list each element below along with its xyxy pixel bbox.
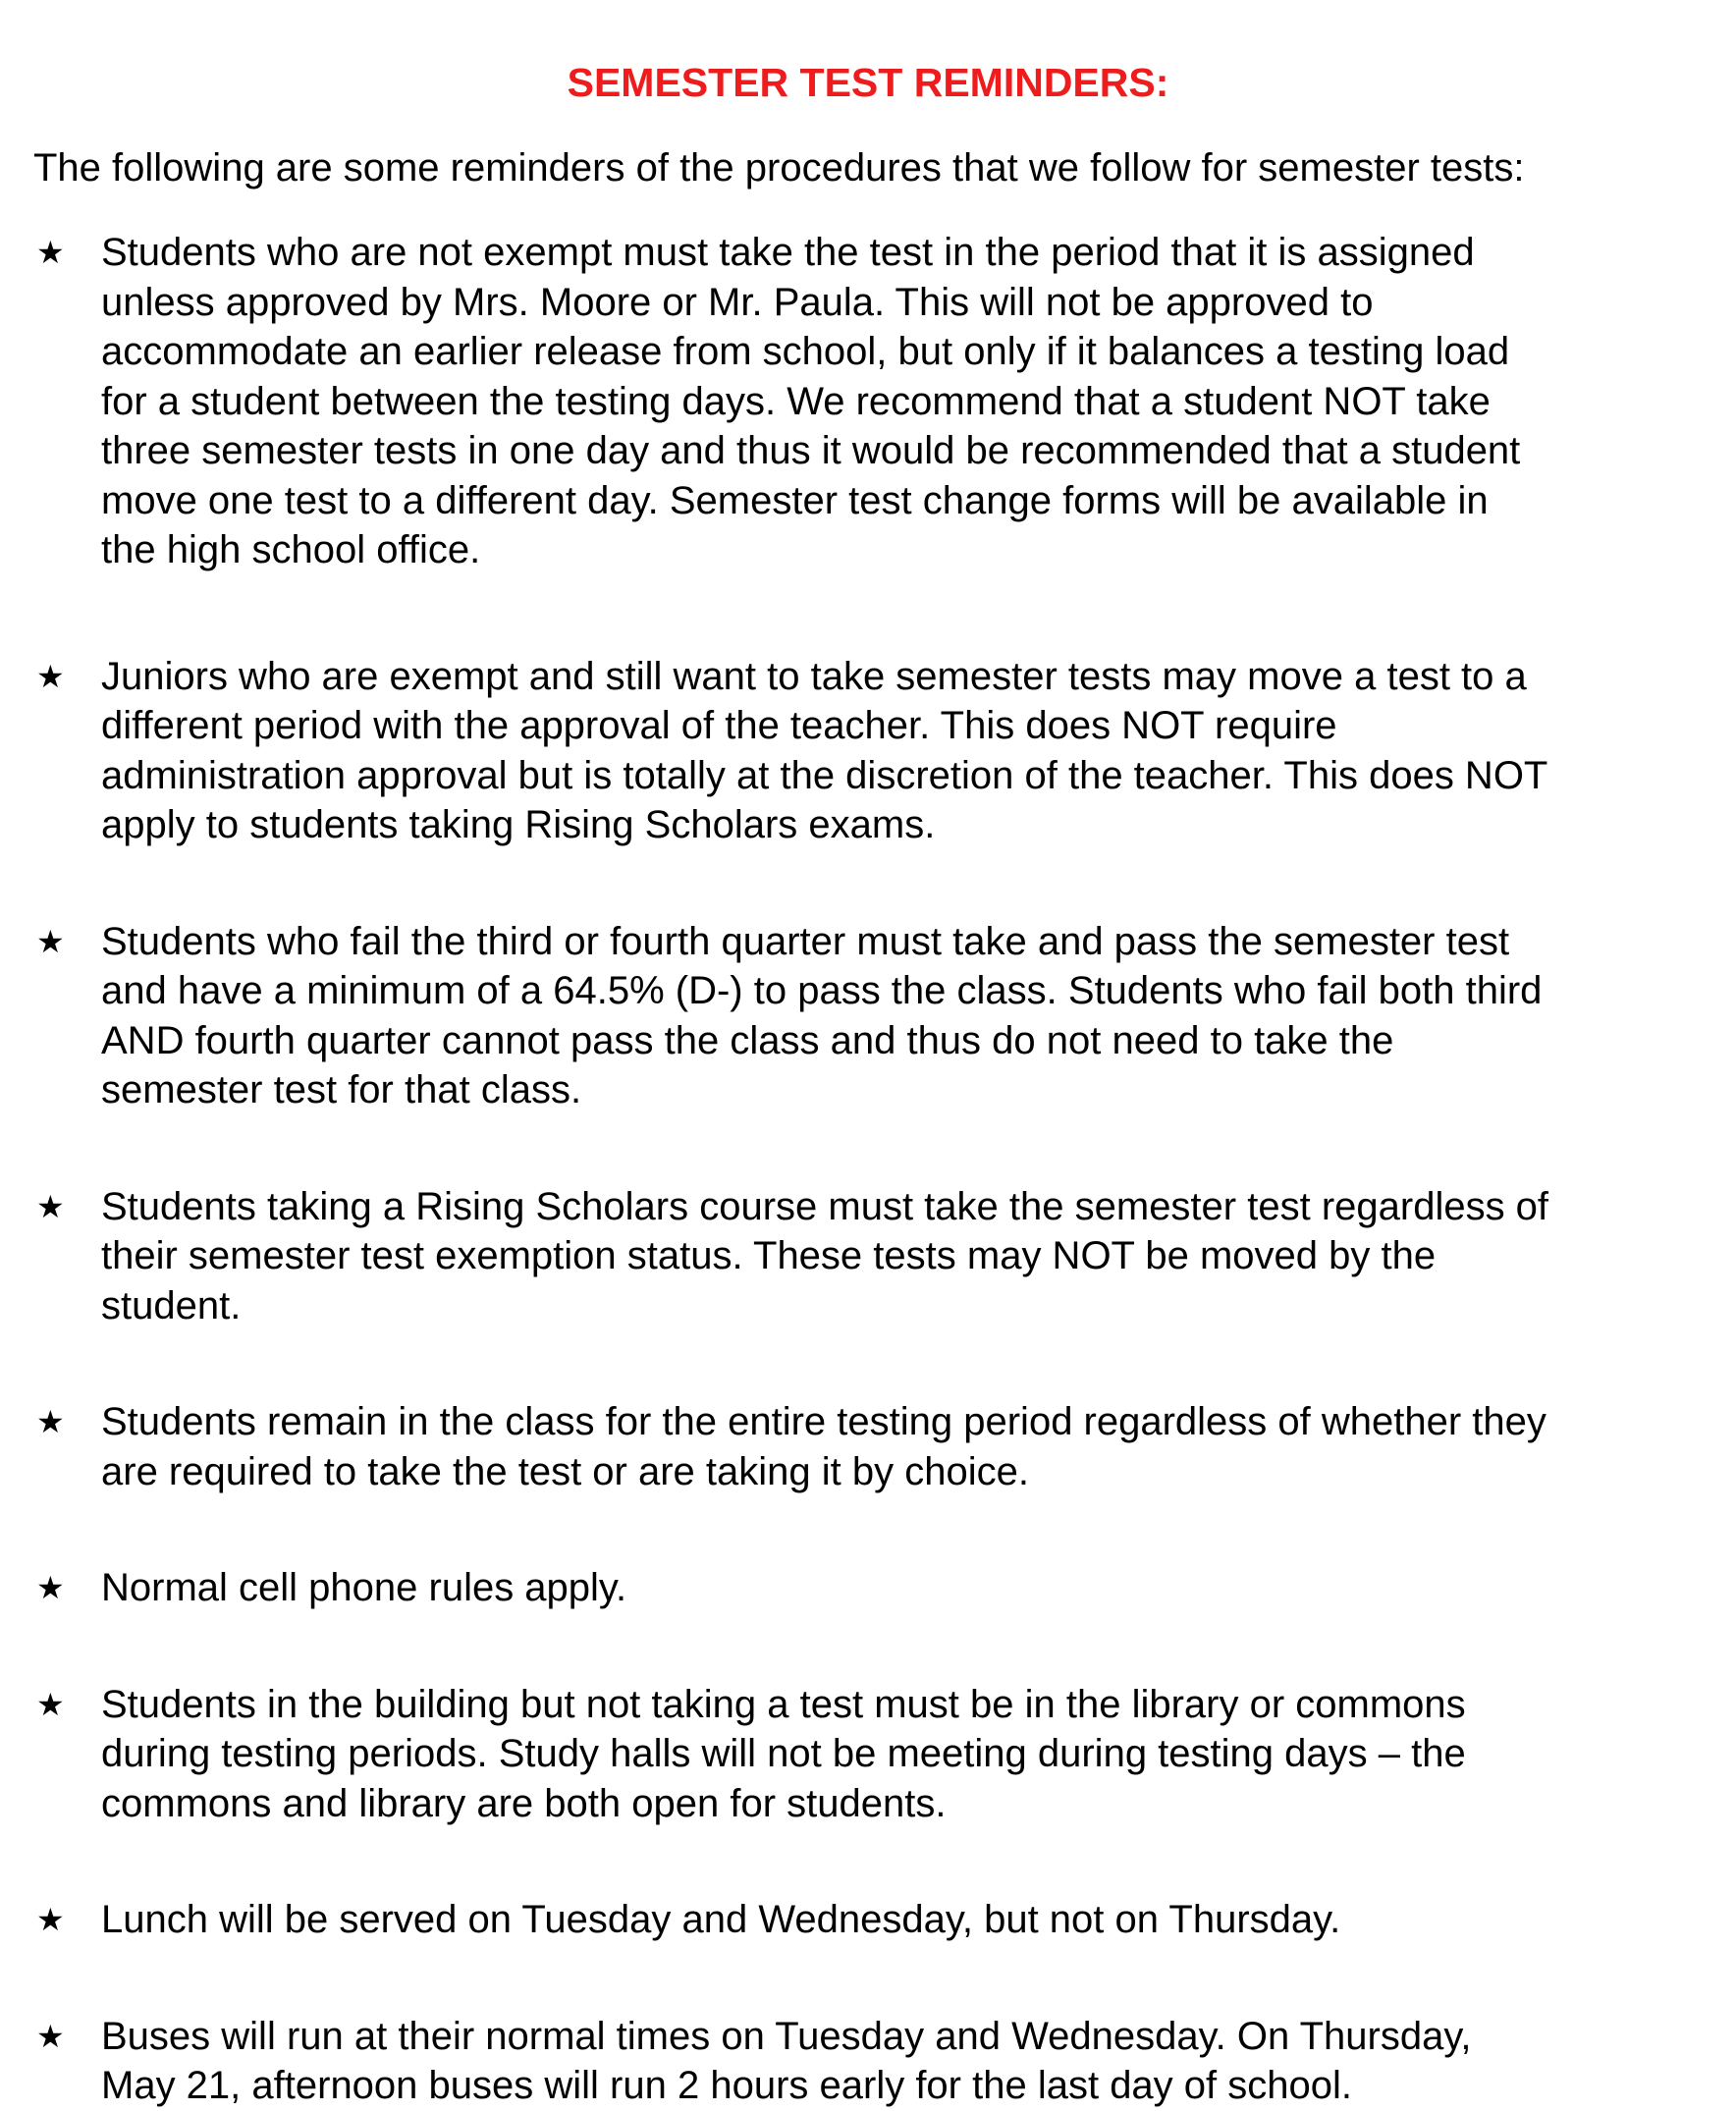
reminder-text: [101, 1397, 1692, 1496]
reminder-line: administration approval but is totally at the discretion of the teacher. This does NOT: [101, 753, 1548, 797]
star-icon: ★: [36, 1403, 65, 1440]
reminder-line: different period with the approval of the teacher. This does NOT require: [101, 704, 1337, 747]
star-icon: ★: [36, 2017, 65, 2055]
reminder-text: [101, 917, 1692, 1115]
reminder-line: Normal cell phone rules apply.: [101, 1566, 627, 1609]
reminder-text: [101, 1182, 1692, 1331]
reminder-item: [0, 1895, 1692, 1945]
reminder-line: commons and library are both open for students.: [101, 1781, 947, 1825]
reminder-line: student.: [101, 1283, 242, 1327]
reminder-line: move one test to a different day. Semester test change forms will be available in: [101, 478, 1489, 522]
reminder-line: unless approved by Mrs. Moore or Mr. Paula. This will not be approved to: [101, 280, 1374, 324]
reminder-line: apply to students taking Rising Scholars exams.: [101, 803, 936, 846]
reminder-item: [0, 1680, 1692, 1829]
reminder-line: Juniors who are exempt and still want to take semester tests may move a test to a: [101, 654, 1527, 698]
reminder-line: Students taking a Rising Scholars course must take the semester test regardless of: [101, 1184, 1549, 1228]
star-icon: ★: [36, 1901, 65, 1938]
reminder-line: Students who fail the third or fourth quarter must take and pass the semester test: [101, 919, 1510, 963]
reminder-line: Students who are not exempt must take the test in the period that it is assigned: [101, 231, 1475, 274]
reminder-text: [101, 1563, 1692, 1613]
reminder-line: Buses will run at their normal times on Tuesday and Wednesday. On Thursday,: [101, 2014, 1472, 2058]
reminder-item: [0, 917, 1692, 1115]
reminder-item: [0, 1182, 1692, 1331]
reminder-line: and have a minimum of a 64.5% (D-) to pass the class. Students who fail both third: [101, 969, 1543, 1012]
star-icon: ★: [36, 922, 65, 960]
reminder-text: [101, 1680, 1692, 1829]
star-icon: ★: [36, 657, 65, 695]
reminder-line: May 21, afternoon buses will run 2 hours early for the last day of school.: [101, 2064, 1353, 2107]
reminder-item: [0, 652, 1692, 850]
reminder-line: their semester test exemption status. These tests may NOT be moved by the: [101, 1234, 1437, 1277]
reminder-text: [101, 652, 1692, 850]
star-icon: ★: [36, 1187, 65, 1225]
reminder-text: [101, 228, 1692, 575]
reminder-line: the high school office.: [101, 528, 481, 571]
reminder-line: are required to take the test or are taking it by choice.: [101, 1449, 1029, 1493]
star-icon: ★: [36, 1685, 65, 1723]
reminder-line: semester test for that class.: [101, 1068, 582, 1111]
reminder-line: Students in the building but not taking a test must be in the library or commons: [101, 1682, 1466, 1726]
reminder-line: AND fourth quarter cannot pass the class and thus do not need to take the: [101, 1018, 1394, 1062]
reminder-line: accommodate an earlier release from school, but only if it balances a testing load: [101, 330, 1510, 373]
reminder-item: [0, 1563, 1692, 1613]
reminder-line: for a student between the testing days. We recommend that a student NOT take: [101, 379, 1491, 423]
reminder-text: [101, 1895, 1692, 1945]
reminder-line: Students remain in the class for the entire testing period regardless of whether they: [101, 1400, 1546, 1443]
intro-paragraph: The following are some reminders of the procedures that we follow for semester tests:: [33, 146, 1525, 189]
reminder-text: [101, 2012, 1692, 2111]
star-icon: ★: [36, 1569, 65, 1606]
reminder-line: Lunch will be served on Tuesday and Wednesday, but not on Thursday.: [101, 1898, 1341, 1941]
reminder-item: [0, 2012, 1692, 2111]
reminder-list: [0, 228, 1736, 2111]
reminder-item: [0, 1397, 1692, 1496]
reminder-line: during testing periods. Study halls will not be meeting during testing days – the: [101, 1732, 1466, 1775]
reminder-item: [0, 228, 1692, 575]
page-title: SEMESTER TEST REMINDERS:: [567, 60, 1169, 105]
reminder-line: three semester tests in one day and thus it would be recommended that a student: [101, 429, 1521, 472]
star-icon: ★: [36, 234, 65, 271]
